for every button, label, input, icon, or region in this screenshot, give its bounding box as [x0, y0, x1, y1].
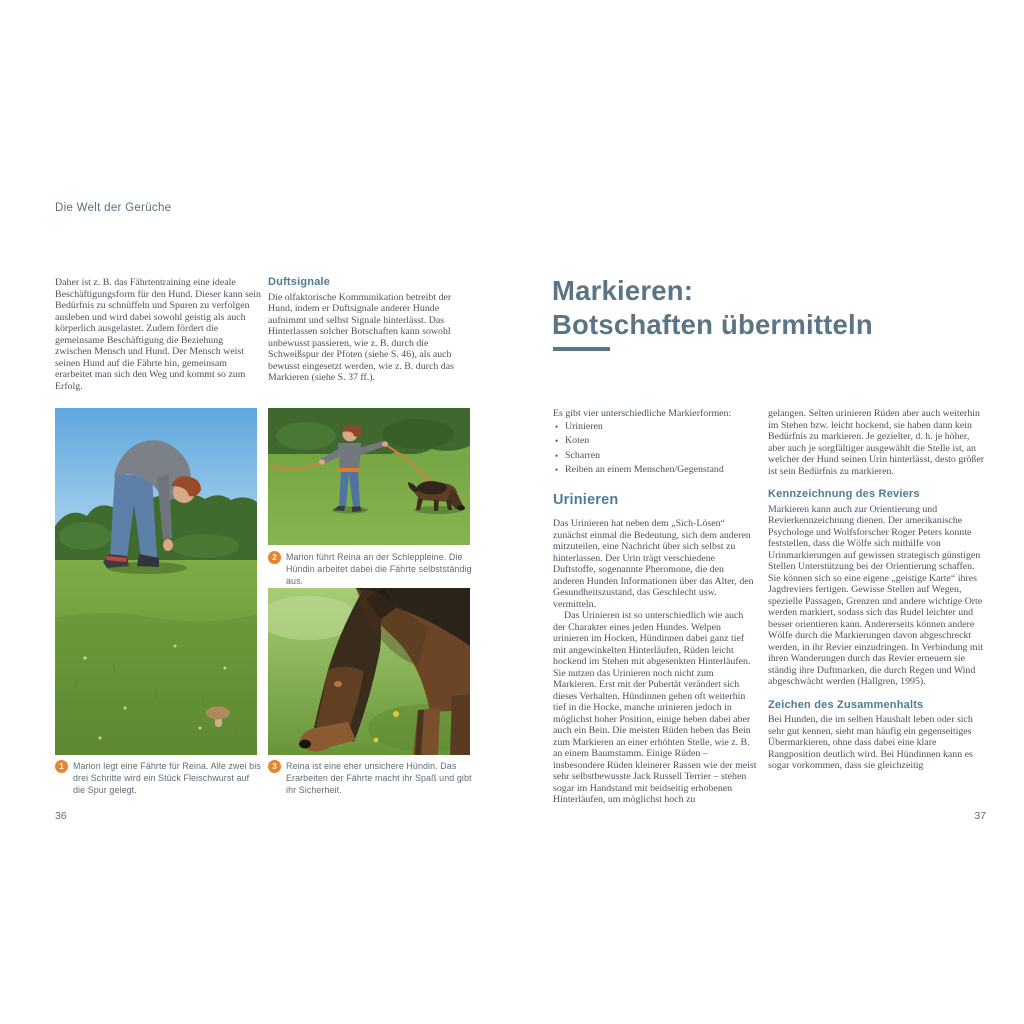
caption-2: [268, 551, 472, 587]
photo-track-laying-illustration: [55, 408, 257, 755]
photo-long-line-illustration: [268, 408, 470, 545]
caption-1: [55, 760, 261, 796]
marking-forms-list: [553, 420, 757, 478]
paragraph: Die olfaktorische Kommunikation betreibt der Hund, indem er Duftsignale anderer Hunde aufnimmt und selbst Signale hinterlässt. Das Hinterlassen solcher Botschaften kann sowohl unbewusst passieren, wie z. B. durch die Schweißspur der Pfoten (siehe S. 46), als auch bewusst eingesetzt werden, wie z. B. durch das Markieren (siehe S. 37 ff.).: [268, 291, 454, 383]
caption-text: Marion führt Reina an der Schleppleine. Die Hündin arbeitet dabei die Fährte selbstständig aus.: [286, 552, 472, 586]
caption-number-badge: 3: [268, 760, 281, 773]
photo-long-line: [268, 408, 470, 545]
page-number-left: 36: [55, 810, 67, 822]
paragraph: gelangen. Selten urinieren Rüden aber auch weiterhin im Stehen bzw. leicht hockend, sie haben dann kein Bedürfnis zu markieren. Je gezielter, d. h. je höher, aber auch je sorgfältiger ausgewählt die Stelle ist, an welcher der Hund seinen Urin hinterlässt, desto größer ist sein Bedürfnis zu markieren.: [768, 408, 985, 477]
photo-dog-closeup-illustration: [268, 588, 470, 755]
marking-intro: Es gibt vier unterschiedliche Markierformen:: [553, 408, 732, 419]
caption-number-badge: 2: [268, 551, 281, 564]
section-heading-reviers: Kennzeichnung des Reviers: [768, 488, 920, 500]
section-heading-urinieren: Urinieren: [553, 491, 619, 508]
section-heading-zusammenhalt: Zeichen des Zusammenhalts: [768, 698, 924, 711]
caption-text: Marion legt eine Fährte für Reina. Alle zwei bis drei Schritte wird ein Stück Fleischwurst auf die Spur gelegt.: [73, 761, 261, 795]
left-column-1: [55, 277, 262, 392]
paragraph: Das Urinieren ist so unterschiedlich wie auch der Charakter eines jeden Hundes. Welpen urinieren im Hocken, Hündinnen dabei ganz tief mit angewinkelten Hinterläufen, Rüden leicht hockend im Stehen mit abgesenkten Hinterläufen. Sie nutzen das Urinieren noch nicht zum Markieren. Erst mit der Pubertät verändert sich dieses Verhalten. Hündinnen gehen oft weiterhin tief in die Hocke, manche urinieren jedoch in möglichst hoher Position, einige heben dabei aber auch ein Bein. Die meisten Rüden heben das Bein zum Markieren an einer erhöhten Stelle, wie z. B. an einem Baumstamm. Einige Rüden – insbesondere Rüden kleinerer Rassen wie der meist sehr selbstbewusste Jack Russell Terrier – stehen sogar im Handstand mit beidseitig erhobenen Hinterläufen, um möglichst hoch zu: [553, 610, 757, 805]
chapter-title-line2: Botschaften übermitteln: [552, 309, 873, 340]
page-number-right: 37: [974, 810, 986, 822]
caption-number-badge: 1: [55, 760, 68, 773]
caption-3: [268, 760, 474, 796]
list-item: • Scharren: [553, 449, 757, 464]
running-head: Die Welt der Gerüche: [55, 202, 172, 214]
paragraph: Das Urinieren hat neben dem „Sich-Lösen“ zunächst einmal die Bedeutung, sich dem anderen mitzuteilen, eine Nachricht über sich selbst zu hinterlassen. Der Urin trägt verschiedene Duftstoffe, sogenannte Pheromone, die den anderen Hunden Informationen über das Alter, den Gesundheitszustand, das Geschlecht usw. vermitteln.: [553, 518, 754, 610]
title-underline-dash: [553, 347, 610, 351]
paragraph: Daher ist z. B. das Fährtentraining eine ideale Beschäftigungsform für den Hund. Dieser kann sein Bedürfnis zu schnüffeln und Spuren zu verfolgen ausleben und wird dabei sowohl geistig als auch körperlich ausgelastet. Zudem fördert die gemeinsame Beschäftigung die Beziehung zwischen Mensch und Hund. Der Mensch weist seinen Hund auf die Fährte hin, gemeinsam erarbeitet man sich den Weg und kommt so zum Erfolg.: [55, 277, 261, 392]
chapter-title: [552, 274, 972, 342]
paragraph: Bei Hunden, die im selben Haushalt leben oder sich sehr gut kennen, sieht man häufig ein gegenseitiges Übermarkieren, ohne dass dabei eine klare Rangposition deutlich wird. Bei Hündinnen kann es sogar vorkommen, dass sie gleichzeitig: [768, 714, 973, 771]
right-column-2: [768, 408, 986, 772]
right-column-1: [553, 408, 757, 806]
photo-dog-closeup: [268, 588, 470, 755]
list-item: • Koten: [553, 434, 757, 449]
left-column-2: [268, 277, 472, 384]
photo-track-laying: [55, 408, 257, 755]
list-item: • Urinieren: [553, 420, 757, 435]
chapter-title-line1: Markieren:: [552, 275, 694, 306]
paragraph: Markieren kann auch zur Orientierung und Revierkennzeichnung dienen. Der amerikanische Psychologe und Wolfsforscher Roger Peters konnte feststellen, dass die Wölfe sich mithilfe von Urinmarkierungen auf gewissen strategisch günstigen Stellen Unterstützung bei der Orientierung schaffen. Sie können sich so eine eigene „geistige Karte“ ihres Jagdreviers fertigen. Gewisse Stellen auf Wegen, spezielle Passagen, Grenzen und andere wichtige Orte werden markiert, sodass sich das Rudel leichter und besser orientieren kann. Andererseits können andere Wölfe durch die Markierungen davon abgeschreckt werden, in ihr Revier einzudringen. In Verbindung mit ihren Wanderungen durch das Revier erneuern sie ständig ihre Duftmarken, die durch Regen und Wind abgeschwächt werden (Hallgren, 1995).: [768, 503, 984, 687]
caption-text: Reina ist eine eher unsichere Hündin. Das Erarbeiten der Fährte macht ihr Spaß und gibt ihr Sicherheit.: [286, 761, 472, 795]
subheading-duftsignale: Duftsignale: [268, 276, 331, 288]
list-item: • Reiben an einem Menschen/Gegenstand: [553, 463, 757, 478]
